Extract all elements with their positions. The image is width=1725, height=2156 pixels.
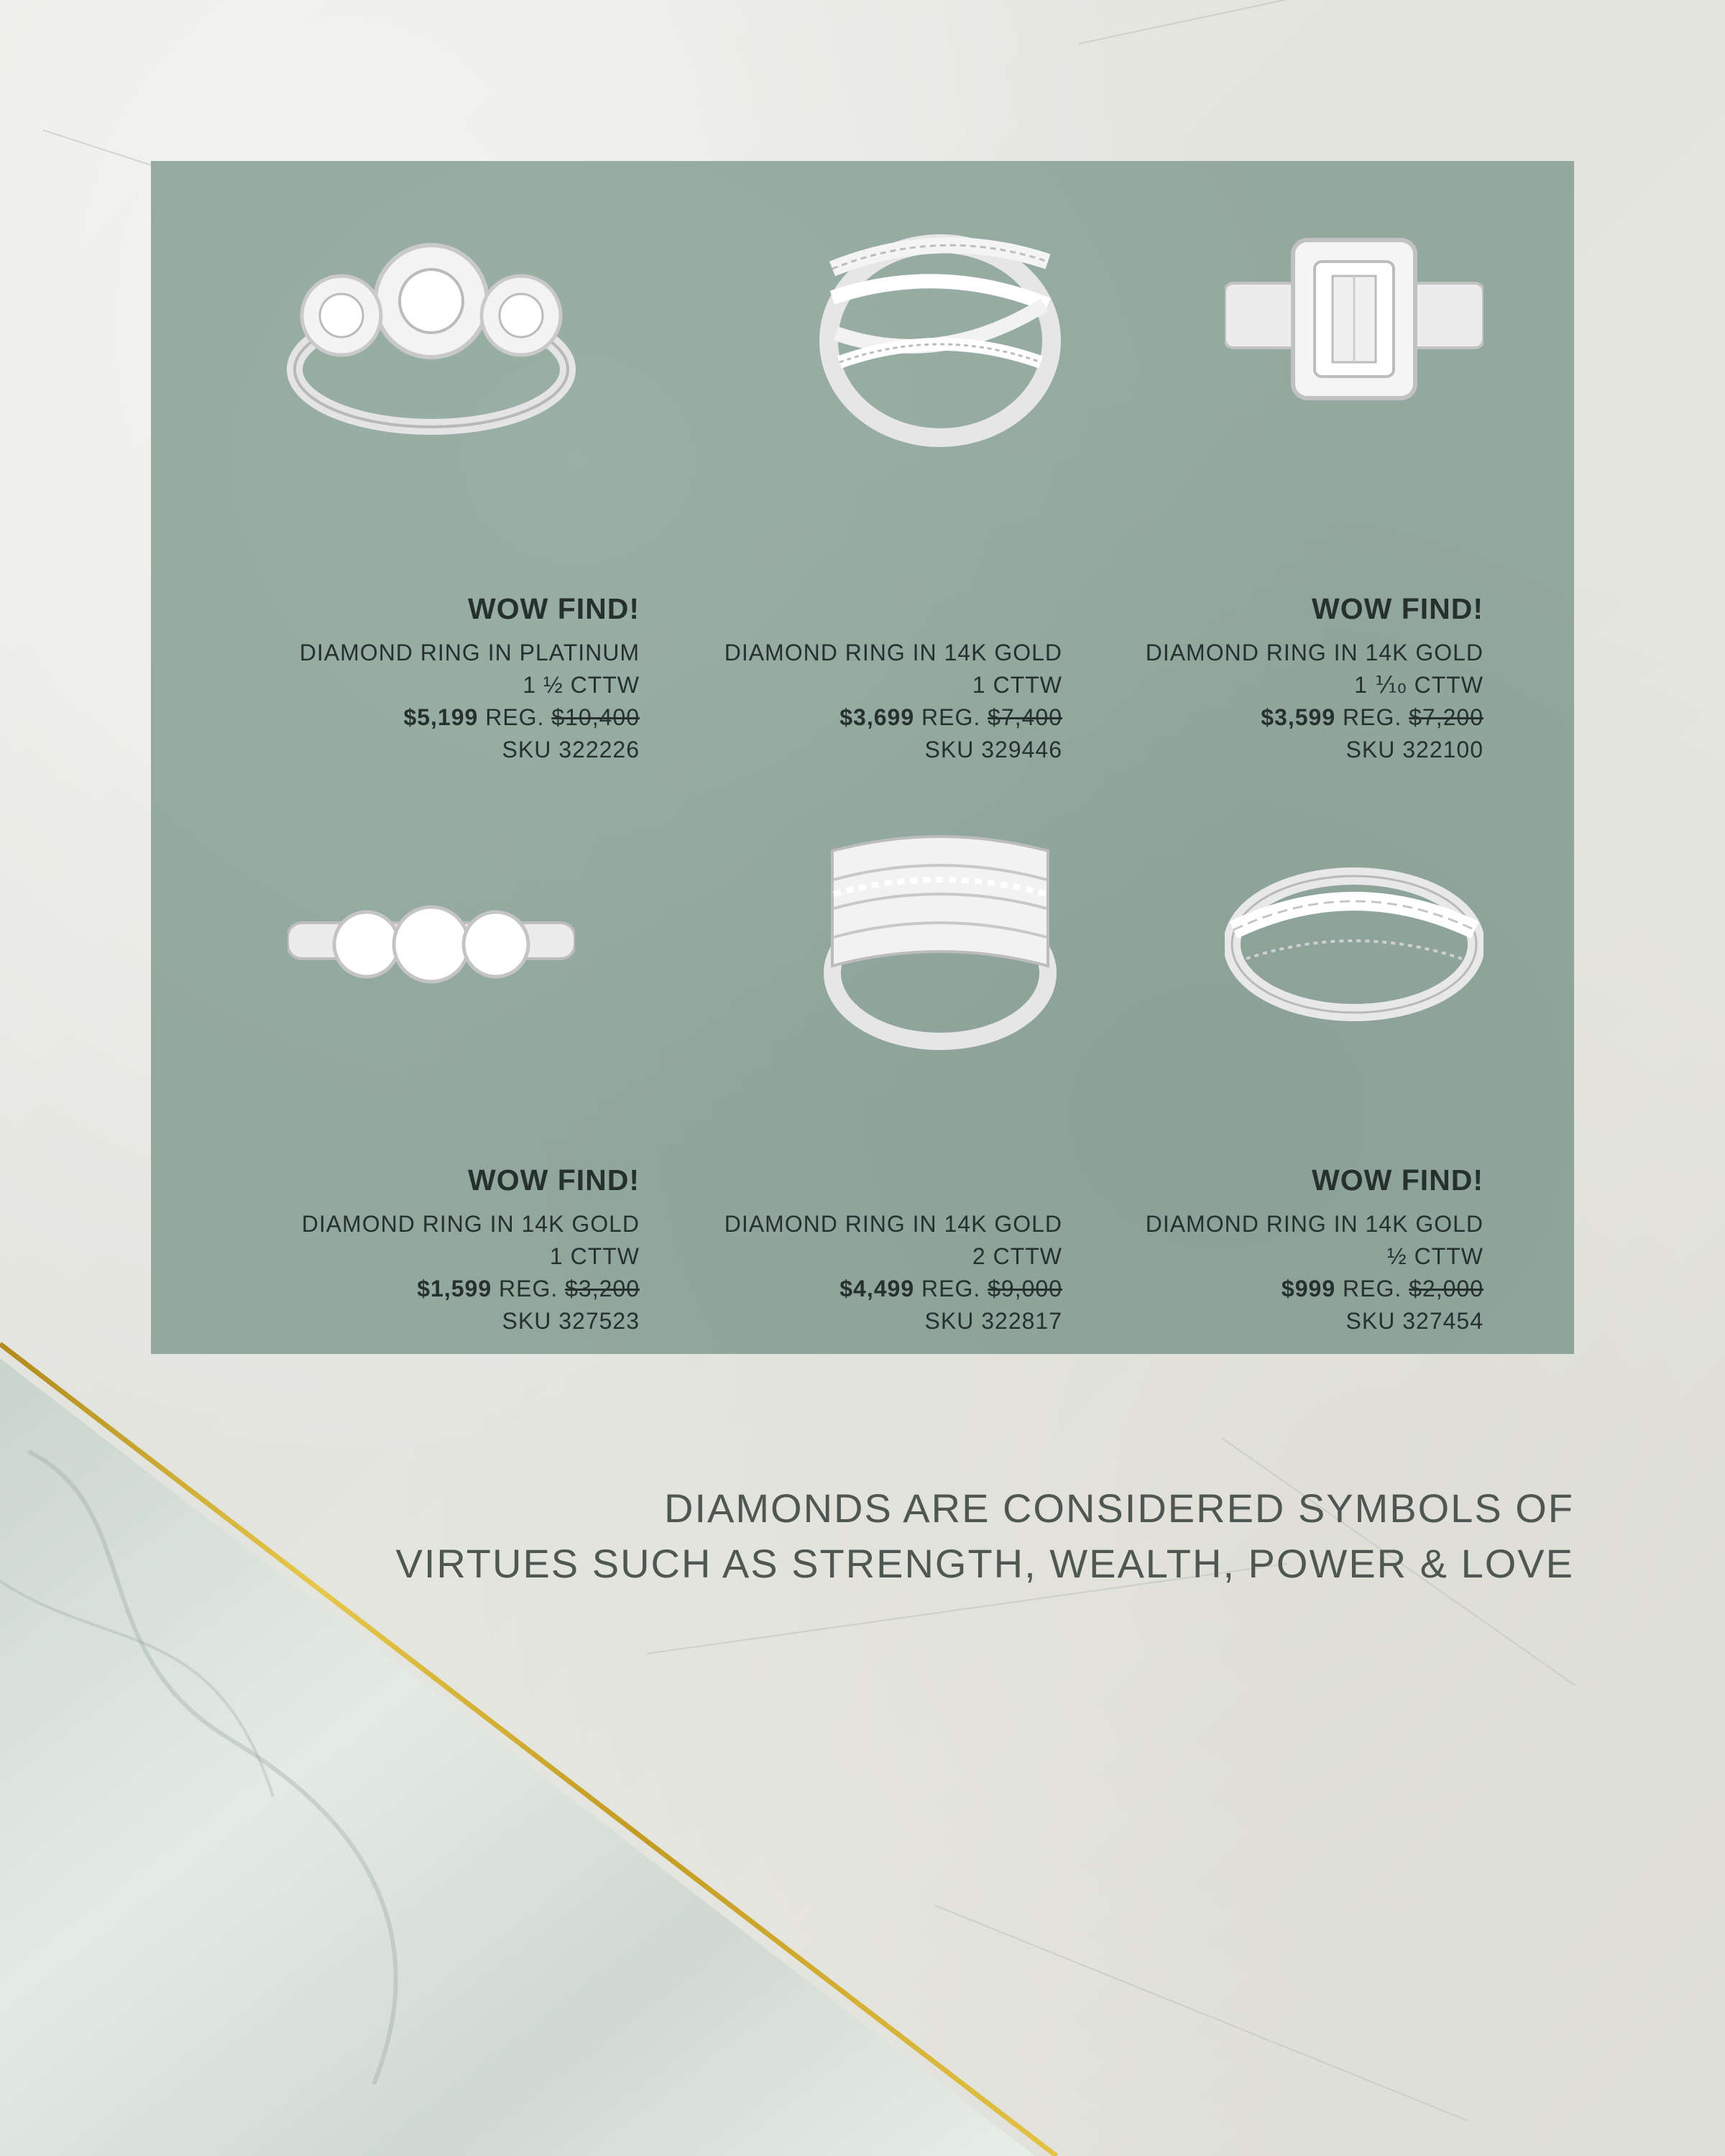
product-title: DIAMOND RING IN 14K GOLD [1145,1211,1484,1237]
product-card [208,233,640,763]
product-price-line [1024,701,1484,734]
regular-price: $3,200 [565,1276,640,1302]
product-card [631,233,1062,763]
sale-price: $999 [1281,1276,1336,1302]
ring-image-three-stone-halo [280,233,582,448]
product-carat-weight: 1 ½ CTTW [523,672,640,698]
product-title: DIAMOND RING IN 14K GOLD [724,1211,1062,1237]
product-price-line [180,1273,640,1305]
product-carat-weight: 2 CTTW [972,1243,1062,1269]
product-carat-weight: 1 CTTW [549,1243,640,1269]
regular-price-label: REG. [921,1276,981,1302]
product-sku: SKU 322226 [502,737,640,763]
product-sku: SKU 329446 [924,737,1062,763]
product-info [602,592,1062,766]
product-card [208,808,640,1334]
sale-price: $3,599 [1261,704,1336,730]
tagline-line-2: VIRTUES SUCH AS STRENGTH, WEALTH, POWER & LOVE [395,1541,1574,1586]
sale-price: $5,199 [403,704,479,730]
wow-find-badge: WOW FIND! [468,592,640,625]
product-panel [151,161,1574,1354]
product-title: DIAMOND RING IN PLATINUM [299,640,640,665]
product-info [1024,592,1484,766]
ring-image-three-stone [288,901,575,995]
regular-price: $10,400 [551,704,640,730]
regular-price: $9,000 [988,1276,1062,1302]
tagline [395,1480,1574,1591]
product-sku: SKU 322817 [924,1308,1062,1334]
ring-image-filigree-band [1225,858,1484,1023]
product-carat-weight: 1 ⅒ CTTW [1354,672,1484,698]
product-price-line [602,1273,1062,1305]
ring-image-wide-band [818,822,1062,1052]
wow-find-badge: WOW FIND! [1312,1164,1484,1197]
regular-price-label: REG. [485,704,545,730]
regular-price-label: REG. [921,704,981,730]
product-price-line [1024,1273,1484,1305]
green-marble-triangle [0,1358,1035,2156]
product-title: DIAMOND RING IN 14K GOLD [724,640,1062,665]
regular-price-label: REG. [1343,1276,1402,1302]
tagline-line-1: DIAMONDS ARE CONSIDERED SYMBOLS OF [664,1485,1574,1531]
wow-find-badge [602,1164,1062,1198]
product-carat-weight: 1 CTTW [972,672,1062,698]
ring-image-crossover-band [818,218,1062,448]
sale-price: $3,699 [840,704,915,730]
regular-price: $7,200 [1409,704,1484,730]
product-carat-weight: ½ CTTW [1387,1243,1484,1269]
product-info [602,1164,1062,1337]
product-title: DIAMOND RING IN 14K GOLD [1145,640,1484,665]
regular-price-label: REG. [1343,704,1402,730]
product-info [1024,1164,1484,1337]
wow-find-badge: WOW FIND! [468,1164,640,1197]
product-title: DIAMOND RING IN 14K GOLD [301,1211,640,1237]
product-sku: SKU 322100 [1346,737,1484,763]
product-card [1052,233,1484,763]
product-card [631,808,1062,1334]
sale-price: $1,599 [417,1276,492,1302]
product-info [180,1164,640,1337]
regular-price: $7,400 [988,704,1062,730]
product-price-line [602,701,1062,734]
product-sku: SKU 327454 [1346,1308,1484,1334]
product-info [180,592,640,766]
wow-find-badge [602,592,1062,627]
sale-price: $4,499 [840,1276,915,1302]
product-price-line [180,701,640,734]
ring-image-emerald-cut-halo [1225,226,1484,420]
wow-find-badge: WOW FIND! [1312,592,1484,625]
regular-price: $2,000 [1409,1276,1484,1302]
product-sku: SKU 327523 [502,1308,640,1334]
regular-price-label: REG. [499,1276,558,1302]
product-card [1052,808,1484,1334]
